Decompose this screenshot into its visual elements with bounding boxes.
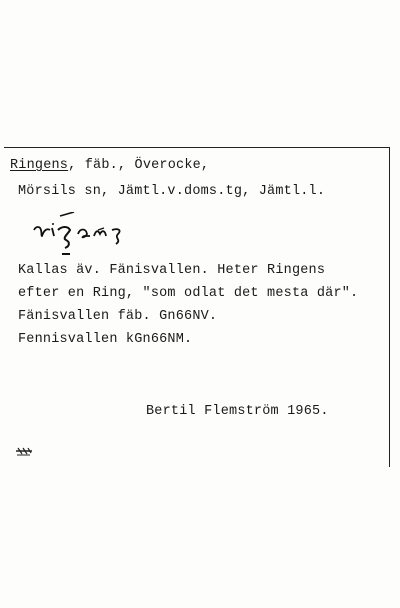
stamp-mark-icon bbox=[14, 444, 34, 458]
handwritten-pronunciation bbox=[32, 212, 152, 262]
headword: Ringens bbox=[10, 158, 69, 173]
body-line-3: Fänisvallen fäb. Gn66NV. bbox=[18, 309, 218, 324]
location-line: Mörsils sn, Jämtl.v.doms.tg, Jämtl.l. bbox=[18, 184, 326, 199]
body-line-4: Fennisvallen kGn66NM. bbox=[18, 332, 193, 347]
heading-line bbox=[10, 158, 209, 174]
heading-rest: , fäb., Överocke, bbox=[68, 158, 210, 173]
body-line-1: Kallas äv. Fänisvallen. Heter Ringens bbox=[18, 263, 326, 278]
body-line-2: efter en Ring, "som odlat det mesta där". bbox=[18, 286, 359, 301]
card-right-rule bbox=[389, 147, 390, 467]
card-top-rule bbox=[4, 147, 390, 148]
signature: Bertil Flemström 1965. bbox=[146, 404, 329, 419]
